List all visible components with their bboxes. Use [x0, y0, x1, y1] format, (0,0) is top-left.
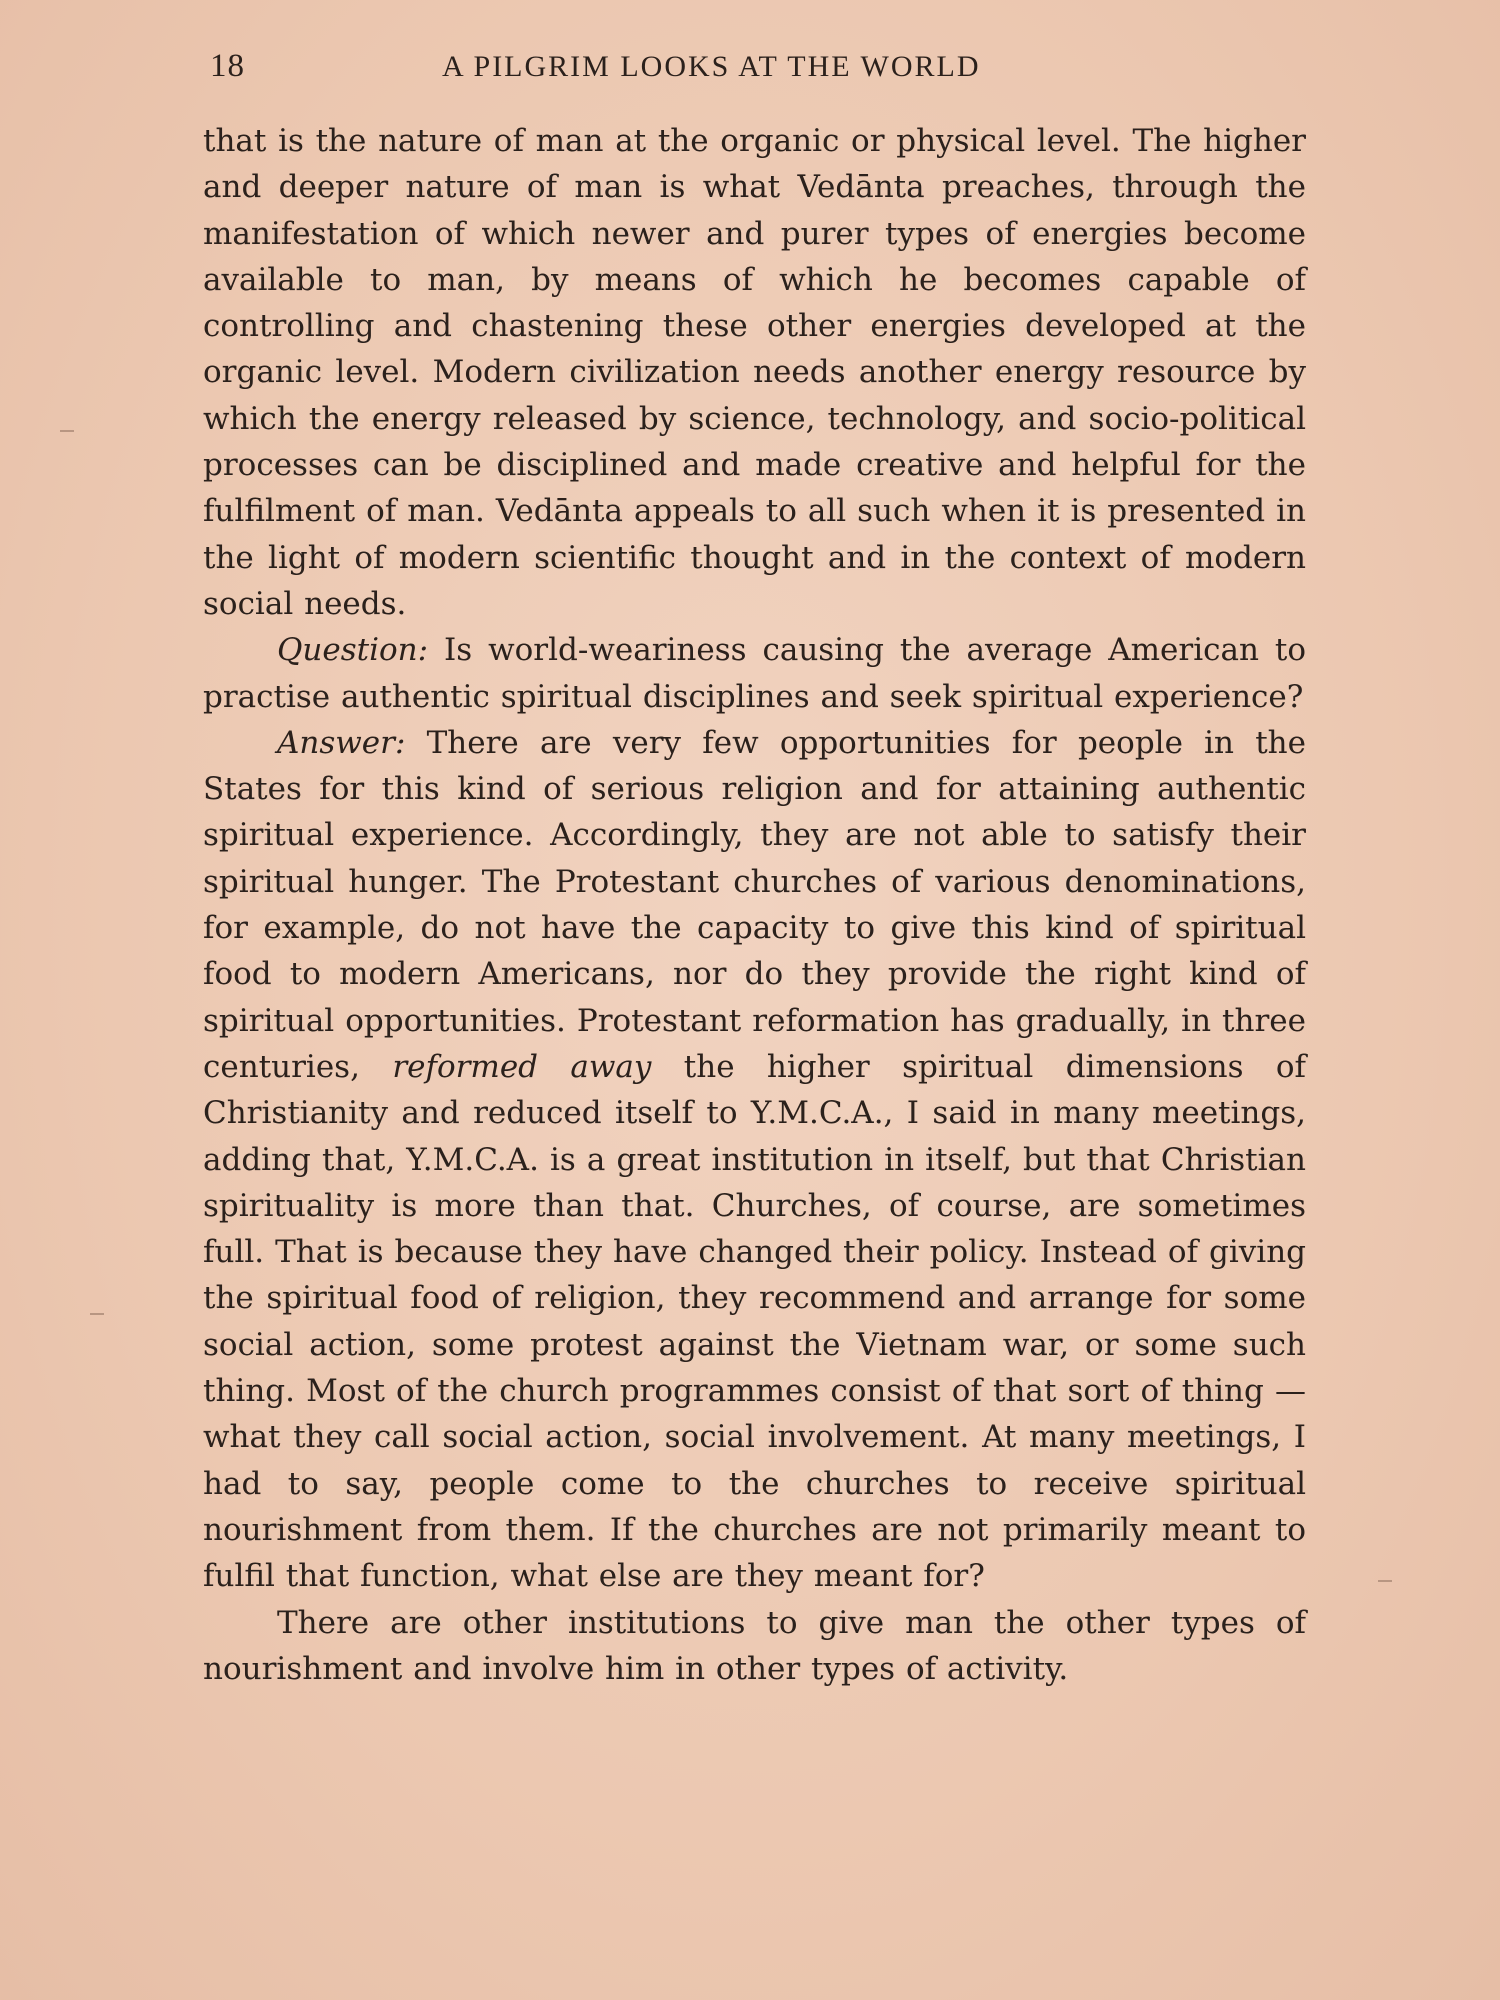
margin-mark: [90, 1313, 104, 1315]
answer-emphasis: reformed away: [392, 1048, 652, 1085]
answer-paragraph: [203, 720, 1306, 1600]
paragraph-4-text: There are other institutions to give man the other types of nourishment and involve him in other types of activity.: [203, 1604, 1306, 1687]
question-label: Question:: [277, 632, 429, 669]
answer-label: Answer:: [277, 724, 406, 761]
paragraph-1-text: that is the nature of man at the organic or physical level. The higher and deeper nature of man is what Vedānta preaches, through the manifestation of which newer and purer types of energies become available to man, by means of which he becomes capable of controlling and chastening these other energies developed at the organic level. Modern civilization needs another energy resource by which the energy released by science, technology, and socio-political processes can be disciplined and made creative and helpful for the fulfilment of man. Vedānta appeals to all such when it is presented in the light of modern scientific thought and in the context of modern social needs.: [203, 123, 1306, 622]
answer-text-after: the higher spiritual dimensions of Christianity and reduced itself to Y.M.C.A., I said in many meetings, adding that, Y.M.C.A. is a great institution in itself, but that Christian spirituality is more than that. Churches, of course, are sometimes full. That is because they have changed their policy. Instead of giving the spiritual food of religion, they recommend and arrange for some social action, some protest against the Vietnam war, or some such thing. Most of the church programmes consist of that sort of thing — what they call social action, social involvement. At many meetings, I had to say, people come to the churches to receive spiritual nourishment from them. If the churches are not primarily meant to fulfil that function, what else are they meant for?: [203, 1048, 1307, 1595]
margin-mark: [60, 430, 74, 432]
paragraph-1: [203, 118, 1306, 627]
question-text: Is world-weariness causing the average American to practise authentic spiritual disciplines and seek spiritual experience?: [203, 632, 1306, 715]
page-number: 18: [210, 48, 245, 84]
paragraph-4: [203, 1600, 1306, 1693]
running-head: [210, 44, 1304, 94]
answer-text-before: There are very few opportunities for people in the States for this kind of serious religion and for attaining authentic spiritual experience. Accordingly, they are not able to satisfy their spiritual hunger. The Protestant churches of various denominations, for example, do not have the capacity to give this kind of spiritual food to modern Americans, nor do they provide the right kind of spiritual opportunities. Protestant reformation has gradually, in three centuries,: [203, 724, 1306, 1085]
body-text: [203, 118, 1306, 1692]
margin-mark: [1378, 1580, 1392, 1582]
running-title: A PILGRIM LOOKS AT THE WORLD: [442, 50, 981, 83]
question-paragraph: [203, 627, 1306, 720]
